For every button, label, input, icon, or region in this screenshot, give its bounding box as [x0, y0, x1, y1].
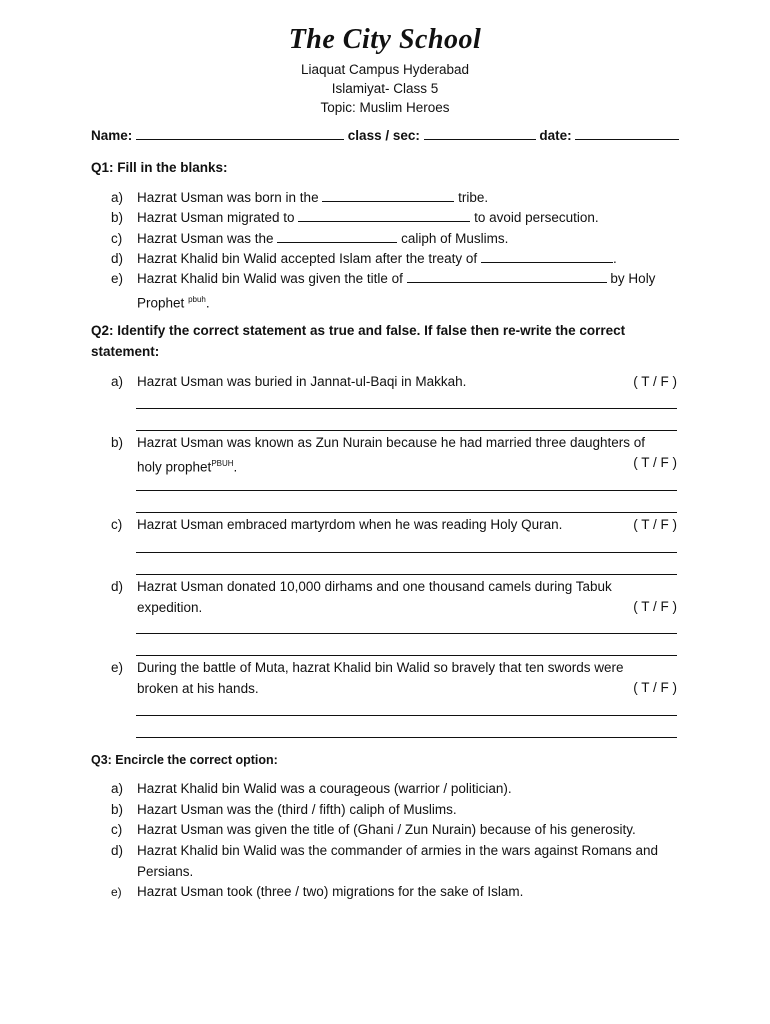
answer-line[interactable]: [136, 430, 677, 431]
answer-line[interactable]: [136, 574, 677, 575]
answer-line[interactable]: [136, 655, 677, 656]
q2-heading: Q2: Identify the correct statement as true and false. If false then re-write the correct statement:: [91, 323, 626, 359]
q1-item-e: e) Hazrat Khalid bin Walid was given the title of by Holy Prophet $^{pbuh}$.: [111, 271, 656, 310]
blank-d[interactable]: [481, 251, 613, 263]
blank-a[interactable]: [322, 190, 454, 202]
student-info-line: [91, 128, 681, 143]
topic-title: Topic: Muslim Heroes: [320, 100, 450, 115]
blank-e[interactable]: [407, 271, 607, 283]
subject-class: Islamiyat- Class 5: [331, 81, 439, 96]
answer-line[interactable]: [136, 490, 677, 491]
date-label: date:: [539, 128, 572, 143]
school-logo: The City School: [288, 24, 482, 55]
true-false-option[interactable]: ( T / F ): [633, 374, 677, 389]
class-field[interactable]: [424, 128, 536, 140]
true-false-option[interactable]: ( T / F ): [633, 599, 677, 614]
answer-line[interactable]: [136, 512, 677, 513]
blank-b[interactable]: [298, 210, 470, 222]
answer-line[interactable]: [136, 408, 677, 409]
class-label: class / sec:: [347, 128, 420, 143]
true-false-option[interactable]: ( T / F ): [633, 517, 677, 532]
campus-name: Liaquat Campus Hyderabad: [300, 62, 470, 77]
blank-c[interactable]: [277, 231, 397, 243]
date-field[interactable]: [575, 128, 679, 140]
answer-line[interactable]: [136, 633, 677, 634]
true-false-option[interactable]: ( T / F ): [633, 680, 677, 695]
q3-heading: Q3: Encircle the correct option:: [91, 753, 278, 767]
worksheet-page: The City School Liaquat Campus Hyderabad Islamiyat- Class 5 Topic: Muslim Heroes Name: class / sec: date: Q1: Fill in the blanks: a) Hazrat Usman was born in the tribe. b) Hazrat Usman migrated to to avoid persecution. c) Hazrat Usman was the caliph of Muslims. d) Hazrat Khalid bin Walid accepted Islam after the treaty of . e) Hazrat Khalid bin Walid was given the title of by Holy Prophet $^{pbuh}$. Q2: Identify the correct statement as true and false. If false then re-write the correct statement: a) Hazrat Usman was buried in Jannat-ul-Baqi in Makkah. ( T / F ) b) Hazrat Usman was known as Zun Nurain because he had married three daughters of holy prophet$^{PBUH}$. ( T / F ) c) Hazrat Usman embraced martyrdom when he was reading Holy Quran. ( T / F ) d) Hazrat Usman donated 10,000 dirhams and one thousand camels during Tabuk expedition. ( T / F ) e) During the battle of Muta, hazrat Khalid bin Walid so bravely that ten swords were broken at his hands. ( T / F ) Q3: Encircle the correct option: a) Hazrat Khalid bin Walid was a courageous (warrior / politician). b) Hazart Usman was the (third / fifth) caliph of Muslims. c) Hazrat Usman was given the title of (Ghani / Zun Nurain) because of his generosity. d) Hazrat Khalid bin Walid was the commander of armies in the wars against Romans and Persians. e) Hazrat Usman took (three / two) migrations for the sake of Islam.: [0, 0, 770, 1024]
answer-line[interactable]: [136, 737, 677, 738]
name-field[interactable]: [136, 128, 344, 140]
answer-line[interactable]: [136, 552, 677, 553]
name-label: Name:: [91, 128, 133, 143]
answer-line[interactable]: [136, 715, 677, 716]
q1-heading: Q1: Fill in the blanks:: [91, 160, 228, 175]
true-false-option[interactable]: ( T / F ): [633, 455, 677, 470]
